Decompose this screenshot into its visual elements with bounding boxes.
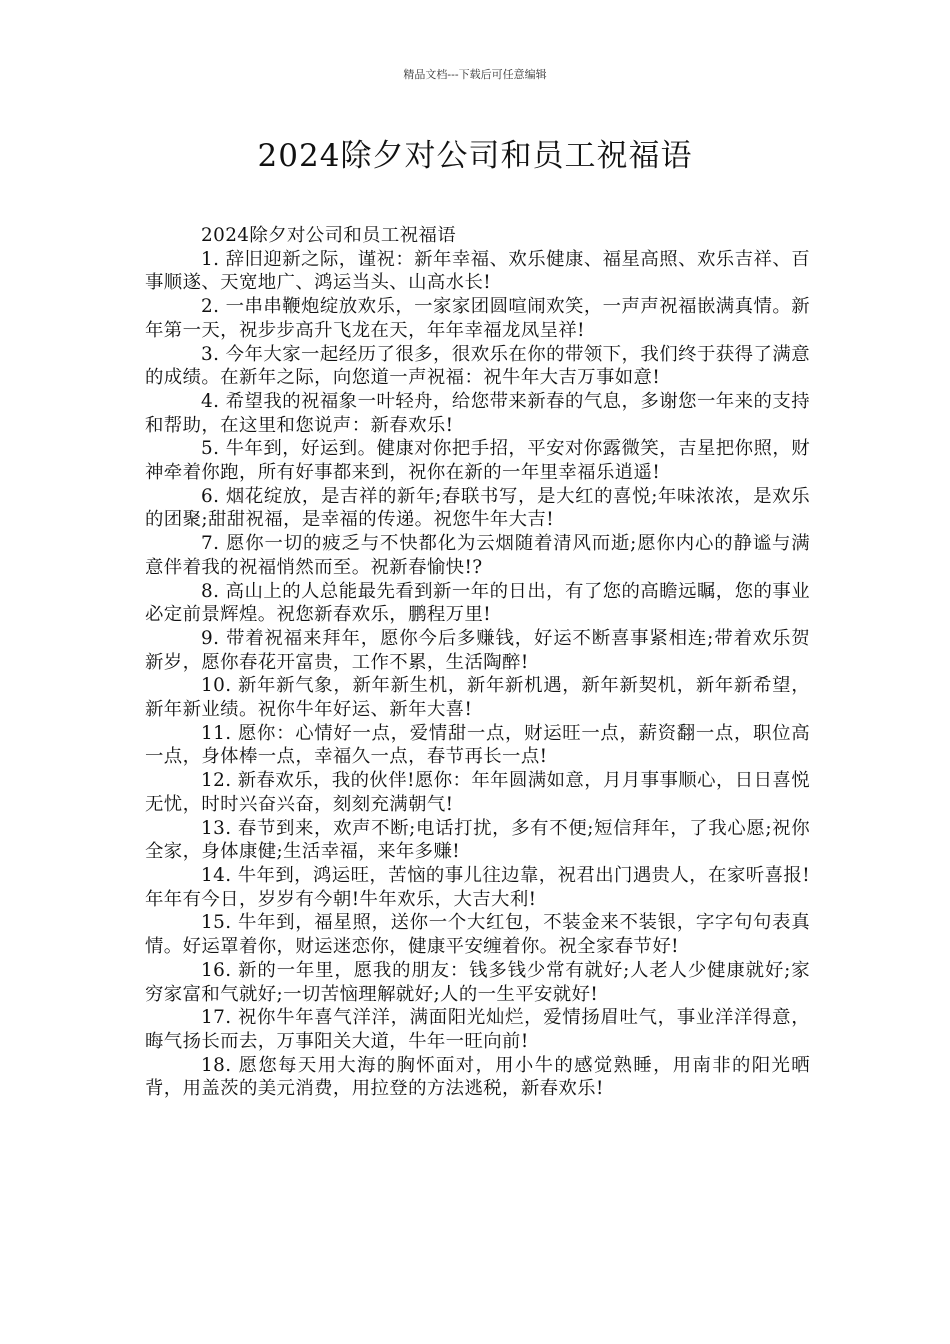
paragraph: 7. 愿你一切的疲乏与不快都化为云烟随着清风而逝;愿你内心的静谧与满意伴着我的祝福悄然而至。祝新春愉快!?: [145, 533, 810, 578]
paragraph: 18. 愿您每天用大海的胸怀面对，用小牛的感觉熟睡，用南非的阳光晒背，用盖茨的美元消费，用拉登的方法逃税，新春欢乐!: [145, 1054, 810, 1100]
paragraph: 10. 新年新气象，新年新生机，新年新机遇，新年新契机，新年新希望，新年新业绩。祝你牛年好运、新年大喜!: [145, 675, 810, 721]
paragraph: 13. 春节到来，欢声不断;电话打扰，多有不便;短信拜年，了我心愿;祝你全家，身体康健;生活幸福，来年多赚!: [145, 817, 810, 863]
paragraph: 1. 辞旧迎新之际，谨祝：新年幸福、欢乐健康、福星高照、欢乐吉祥、百事顺遂、天宽地广、鸿运当头、山高水长!: [145, 248, 810, 294]
paragraph: 15. 牛年到，福星照，送你一个大红包，不装金来不装银，字字句句表真情。好运罩着你，财运迷恋你，健康平安缠着你。祝全家春节好!: [145, 912, 810, 958]
paragraph: 16. 新的一年里，愿我的朋友：钱多钱少常有就好;人老人少健康就好;家穷家富和气就好;一切苦恼理解就好;人的一生平安就好!: [145, 959, 810, 1005]
document-body: [145, 224, 810, 1101]
paragraph: 17. 祝你牛年喜气洋洋，满面阳光灿烂，爱情扬眉吐气，事业洋洋得意，晦气扬长而去，万事阳关大道，牛年一旺向前!: [145, 1007, 810, 1052]
paragraph: 14. 牛年到，鸿运旺，苦恼的事儿往边靠，祝君出门遇贵人，在家听喜报!年年有今日，岁岁有今朝!牛年欢乐，大吉大利!: [145, 864, 810, 910]
paragraph: 12. 新春欢乐，我的伙伴!愿你：年年圆满如意，月月事事顺心，日日喜悦无忧，时时兴奋兴奋，刻刻充满朝气!: [145, 770, 810, 815]
header-note: 精品文档---下载后可任意编辑: [403, 68, 547, 81]
subtitle: 2024除夕对公司和员工祝福语: [201, 225, 457, 246]
paragraph: 11. 愿你：心情好一点，爱情甜一点，财运旺一点，薪资翻一点，职位高一点，身体棒一点，幸福久一点，春节再长一点!: [145, 722, 810, 768]
paragraph: 6. 烟花绽放，是吉祥的新年;春联书写，是大红的喜悦;年味浓浓，是欢乐的团聚;甜甜祝福，是幸福的传递。祝您牛年大吉!: [145, 485, 810, 531]
paragraph: 3. 今年大家一起经历了很多，很欢乐在你的带领下，我们终于获得了满意的成绩。在新年之际，向您道一声祝福：祝牛年大吉万事如意!: [145, 343, 810, 389]
paragraph: 5. 牛年到，好运到。健康对你把手招，平安对你露微笑，吉星把你照，财神牵着你跑，所有好事都来到，祝你在新的一年里幸福乐逍遥!: [145, 438, 810, 484]
document-title: 2024除夕对公司和员工祝福语: [257, 138, 693, 174]
paragraph: 4. 希望我的祝福象一叶轻舟，给您带来新春的气息，多谢您一年来的支持和帮助，在这里和您说声：新春欢乐!: [145, 390, 810, 436]
paragraph: 2. 一串串鞭炮绽放欢乐，一家家团圆喧闹欢笑，一声声祝福嵌满真情。新年第一天，祝步步高升飞龙在天，年年幸福龙凤呈祥!: [145, 296, 810, 341]
paragraph: 8. 高山上的人总能最先看到新一年的日出，有了您的高瞻远瞩，您的事业必定前景辉煌。祝您新春欢乐，鹏程万里!: [145, 580, 810, 626]
paragraph: 9. 带着祝福来拜年，愿你今后多赚钱，好运不断喜事紧相连;带着欢乐贺新岁，愿你春花开富贵，工作不累，生活陶醉!: [145, 627, 810, 673]
